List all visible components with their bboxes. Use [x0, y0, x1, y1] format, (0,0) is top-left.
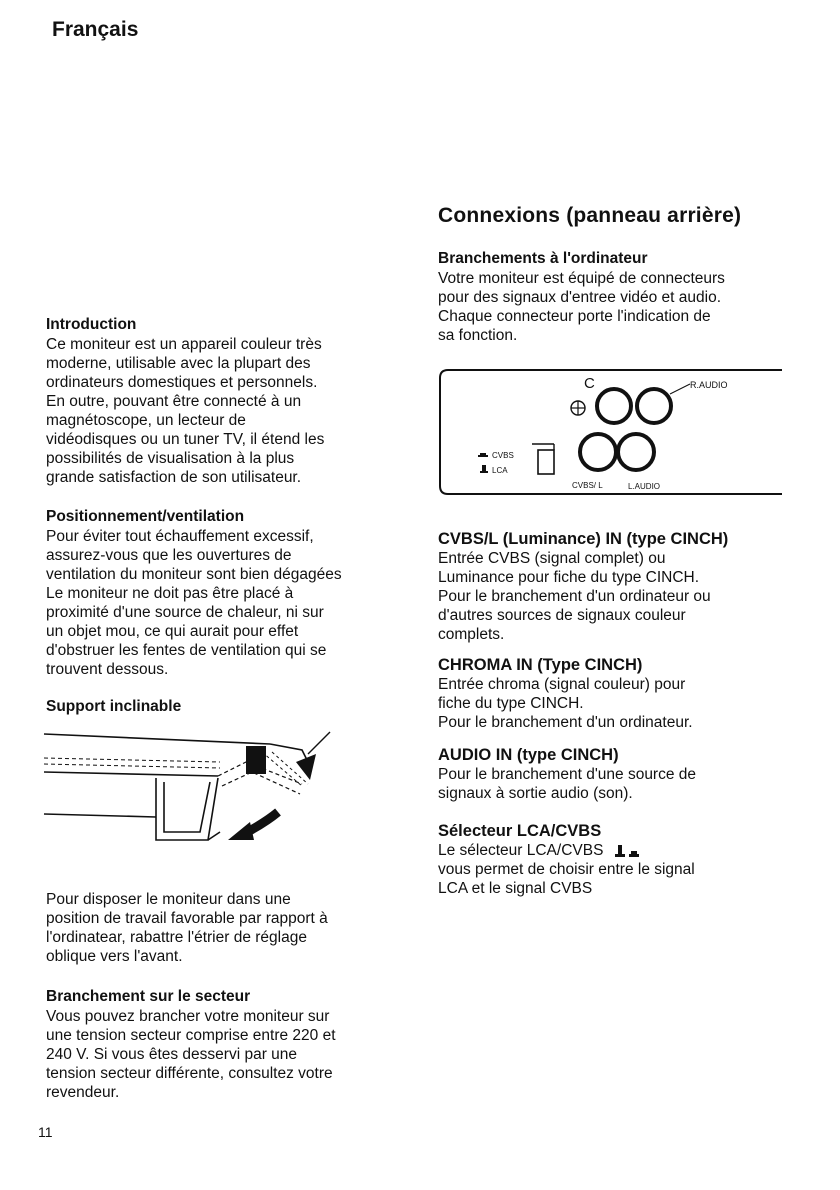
section-title: CVBS/L (Luminance) IN (type CINCH) — [438, 530, 729, 548]
section-body — [46, 335, 406, 487]
section-title: Branchement sur le secteur — [46, 988, 251, 1005]
label-r-audio: R.AUDIO — [690, 380, 728, 390]
text-line: LCA et le signal CVBS — [438, 880, 593, 897]
text-line: tension secteur différente, consultez votre — [46, 1065, 333, 1082]
label-l-audio: L.AUDIO — [628, 482, 661, 491]
text-line: 240 V. Si vous êtes desservi par une — [46, 1046, 298, 1063]
text-line: Entrée chroma (signal couleur) pour — [438, 676, 686, 693]
section-selector — [438, 822, 798, 898]
page-number: 11 — [38, 1124, 53, 1140]
text-line: possibilités de visualisation à la plus — [46, 450, 295, 467]
text-line: pour des signaux d'entree vidéo et audio. — [438, 289, 722, 306]
section-title: Support inclinable — [46, 698, 182, 715]
switch-in-icon — [480, 465, 488, 473]
lca-cvbs-switch — [538, 450, 554, 474]
text-line: Ce moniteur est un appareil couleur très — [46, 336, 322, 353]
section-introduction — [46, 316, 406, 487]
text-line: complets. — [438, 626, 505, 643]
text-line: Chaque connecteur porte l'indication de — [438, 308, 711, 325]
text-line: ordinateurs domestiques et personnels. — [46, 374, 318, 391]
section-chroma-input — [438, 656, 798, 732]
section-computer-connections — [438, 250, 798, 345]
text-line: sa fonction. — [438, 327, 518, 344]
text-line: un objet mou, ce qui aurait pour effet — [46, 623, 299, 640]
chroma-socket — [597, 389, 631, 423]
text-line: l'ordinatear, rabattre l'étrier de réglage — [46, 929, 307, 946]
r-audio-socket — [637, 389, 671, 423]
section-support-title-wrap — [46, 698, 406, 717]
text-line: d'autres sources de signaux couleur — [438, 607, 686, 624]
text-line: d'obstruer les fentes de ventilation qui se — [46, 642, 327, 659]
section-title: CHROMA IN (Type CINCH) — [438, 656, 643, 674]
section-title: Branchements à l'ordinateur — [438, 250, 648, 267]
section-title: Sélecteur LCA/CVBS — [438, 822, 602, 840]
text-line: Le sélecteur LCA/CVBS — [438, 842, 604, 859]
section-body — [438, 549, 798, 644]
text-line: Pour éviter tout échauffement excessif, — [46, 528, 314, 545]
section-cvbs-input — [438, 530, 798, 644]
label-cvbs-l: CVBS/ L — [572, 481, 603, 490]
switch-positions-icon — [612, 845, 642, 857]
text-line: moderne, utilisable avec la plupart des — [46, 355, 311, 372]
text-line: signaux à sortie audio (son). — [438, 785, 633, 802]
crosshair-icon — [571, 401, 585, 415]
section-body — [46, 1007, 406, 1102]
section-support-body-wrap — [46, 890, 406, 966]
section-body — [46, 890, 406, 966]
text-line: vidéodisques ou un tuner TV, il étend les — [46, 431, 325, 448]
label-cvbs-switch: CVBS — [492, 451, 514, 460]
section-title: AUDIO IN (type CINCH) — [438, 746, 619, 764]
cvbs-socket — [580, 434, 616, 470]
section-audio-input — [438, 746, 798, 803]
text-line: Entrée CVBS (signal complet) ou — [438, 550, 666, 567]
switch-out-icon — [478, 453, 488, 457]
label-lca-switch: LCA — [492, 466, 508, 475]
text-line: grande satisfaction de son utilisateur. — [46, 469, 302, 486]
text-line: En outre, pouvant être connecté à un — [46, 393, 302, 410]
section-body — [438, 269, 798, 345]
section-body — [46, 527, 406, 679]
rear-panel-diagram — [436, 364, 786, 500]
text-line: position de travail favorable par rapport à — [46, 910, 328, 927]
label-c: C — [584, 375, 595, 392]
text-line: assurez-vous que les ouvertures de — [46, 547, 292, 564]
text-line: vous permet de choisir entre le signal — [438, 861, 695, 878]
text-line: magnétoscope, un lecteur de — [46, 412, 246, 429]
section-body — [438, 841, 798, 898]
text-line: Pour le branchement d'un ordinateur ou — [438, 588, 711, 605]
text-line: une tension secteur comprise entre 220 et — [46, 1027, 336, 1044]
text-line: trouvent dessous. — [46, 661, 169, 678]
text-line: Pour le branchement d'un ordinateur. — [438, 714, 693, 731]
text-line: Pour le branchement d'une source de — [438, 766, 697, 783]
text-line: Votre moniteur est équipé de connecteurs — [438, 270, 725, 287]
tilt-stand-illustration — [40, 722, 360, 872]
section-body — [438, 765, 798, 803]
section-power — [46, 988, 406, 1102]
text-line: ventilation du moniteur sont bien dégagées — [46, 566, 342, 583]
text-line: Pour disposer le moniteur dans une — [46, 891, 291, 908]
l-audio-socket — [618, 434, 654, 470]
text-line: Luminance pour fiche du type CINCH. — [438, 569, 700, 586]
connections-heading: Connexions (panneau arrière) — [438, 204, 742, 227]
text-line: revendeur. — [46, 1084, 120, 1101]
text-line: proximité d'une source de chaleur, ni sur — [46, 604, 324, 621]
section-title: Positionnement/ventilation — [46, 508, 245, 525]
section-body — [438, 675, 798, 732]
section-title: Introduction — [46, 316, 137, 333]
text-line: fiche du type CINCH. — [438, 695, 584, 712]
language-label: Français — [52, 18, 139, 41]
text-line: Vous pouvez brancher votre moniteur sur — [46, 1008, 330, 1025]
text-line: Le moniteur ne doit pas être placé à — [46, 585, 294, 602]
text-line: oblique vers l'avant. — [46, 948, 183, 965]
section-positioning — [46, 508, 406, 679]
